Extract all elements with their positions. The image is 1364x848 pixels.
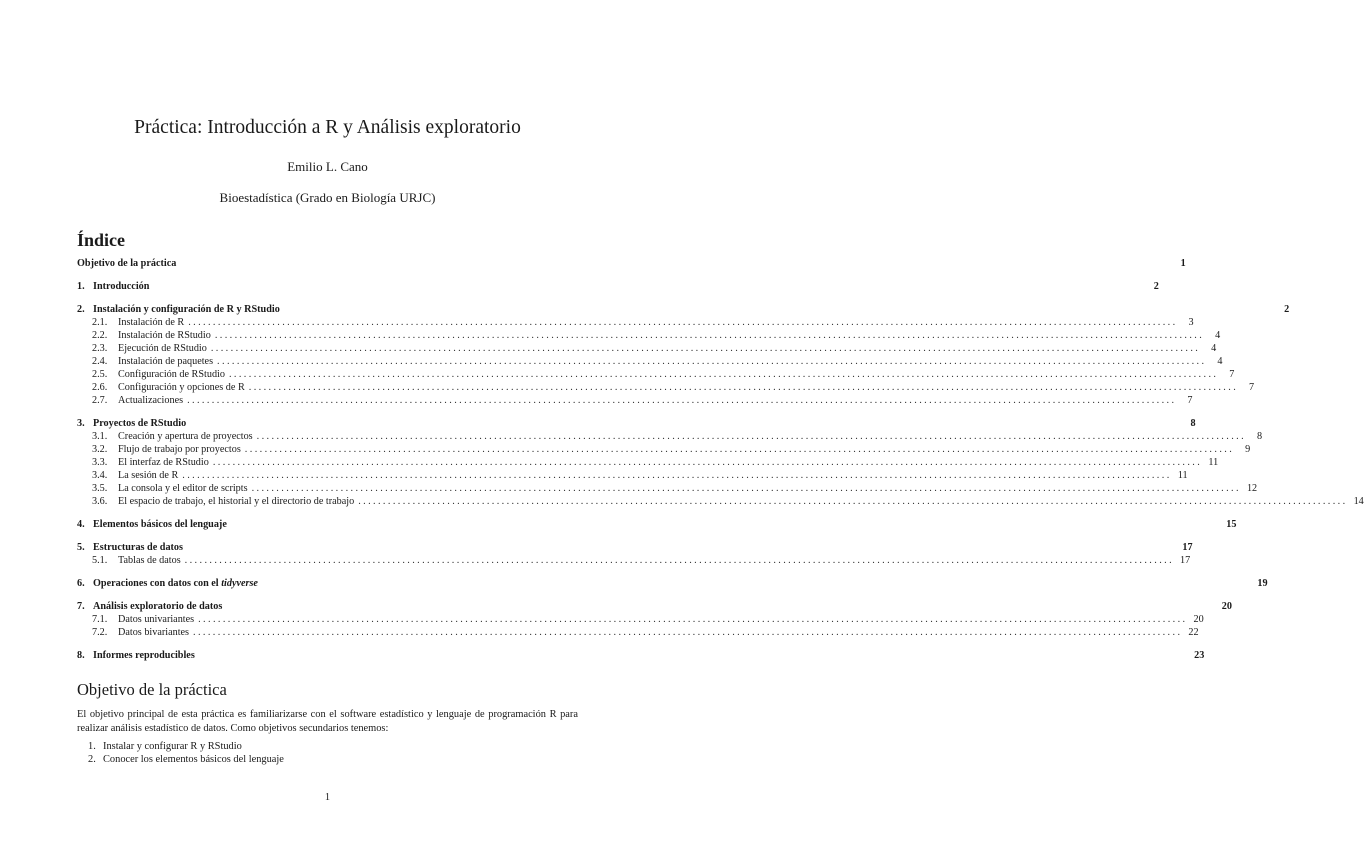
toc-entry-page: 4: [1215, 330, 1221, 341]
toc-dot-leader: [153, 280, 1142, 293]
toc-subsection-entry[interactable]: [77, 381, 1255, 394]
toc-entry-title-text: La sesión de R: [118, 470, 179, 481]
toc-entry-number: 3.2.: [92, 444, 108, 455]
toc-dot-leader: ........................................................................................................................................................................................................: [188, 317, 1178, 328]
toc-subsection-entry[interactable]: [77, 368, 1235, 381]
toc-entry-title-text: Informes reproducibles: [93, 650, 195, 661]
toc-entry-title-text: Estructuras de datos: [93, 542, 183, 553]
toc-entry-title: [93, 417, 186, 430]
toc-subsection-entry[interactable]: [77, 469, 1188, 482]
toc-entry-title: [118, 316, 184, 329]
toc-entry-title: [118, 394, 183, 407]
toc-entry-title-text: Instalación de R: [118, 317, 185, 328]
toc-dot-leader: ........................................................................................................................................................................................................: [248, 382, 1239, 393]
toc-entry-number: 3.3.: [92, 457, 108, 468]
section-heading: Objetivo de la práctica: [77, 680, 227, 699]
toc-entry-page: 15: [1226, 519, 1237, 530]
toc-gap: [77, 270, 578, 280]
toc-entry-title: [93, 600, 222, 613]
toc-entry-title-text: Configuración de RStudio: [118, 369, 225, 380]
toc-dot-leader: [199, 649, 1188, 662]
toc-entry-title-text: Operaciones con datos con el: [93, 578, 219, 589]
toc-dot-leader: ........................................................................................................................................................................................................: [228, 369, 1219, 380]
intro-paragraph: El objetivo principal de esta práctica es familiarizarse con el software estadístico y lenguaje de programación R para realizar análisis estadístico de datos. Como objetivos secundarios tenemos:: [77, 709, 578, 734]
document-title: Práctica: Introducción a R y Análisis exploratorio: [134, 117, 521, 138]
toc-subsection-entry[interactable]: [77, 554, 1191, 567]
toc-gap: [77, 590, 578, 600]
toc-entry-title: [118, 469, 178, 482]
toc-entry-title: [118, 329, 211, 342]
toc-entry-page: 2: [1284, 304, 1290, 315]
toc-dot-leader: ........................................................................................................................................................................................................: [244, 444, 1235, 455]
list-item-text: Conocer los elementos básicos del lenguaje: [103, 754, 284, 765]
toc-entry-title-italic: tidyverse: [221, 578, 258, 589]
toc-entry-page: 22: [1188, 627, 1199, 638]
toc-entry-title-text: El interfaz de RStudio: [118, 457, 209, 468]
toc-entry-page: 20: [1193, 614, 1204, 625]
toc-entry-title: [118, 495, 354, 508]
toc-subsection-entry[interactable]: [77, 495, 1364, 508]
toc-section-entry[interactable]: [77, 417, 1196, 430]
toc-dot-leader: ........................................................................................................................................................................................................: [256, 431, 1247, 442]
toc-entry-title: [118, 355, 213, 368]
toc-dot-leader: ........................................................................................................................................................................................................: [182, 470, 1172, 481]
toc-entry-number: 7.2.: [92, 627, 108, 638]
toc-entry-page: 19: [1257, 578, 1268, 589]
toc-section-entry[interactable]: [77, 518, 1237, 531]
toc-entry-page: 3: [1188, 317, 1194, 328]
toc-entry-page: 20: [1221, 601, 1232, 612]
toc-subsection-entry[interactable]: [77, 394, 1193, 407]
toc-entry-number: 5.1.: [92, 555, 108, 566]
toc-entry-number: 2.6.: [92, 382, 108, 393]
toc-entry-number: 2.2.: [92, 330, 108, 341]
toc-entry-title-text: Proyectos de RStudio: [93, 418, 187, 429]
list-item: [88, 740, 284, 753]
toc-entry-title-text: Datos bivariantes: [118, 627, 190, 638]
toc-entry-number: 2.4.: [92, 356, 108, 367]
toc-entry-title-text: Instalación y configuración de R y RStudio: [93, 304, 280, 315]
toc-dot-leader: [284, 303, 1273, 316]
toc-section-entry[interactable]: [77, 577, 1268, 590]
toc-subsection-entry[interactable]: [77, 456, 1219, 469]
toc-dot-leader: [190, 417, 1179, 430]
toc-entry-page: 9: [1245, 444, 1251, 455]
toc-entry-page: 7: [1187, 395, 1193, 406]
toc-gap: [77, 407, 578, 417]
toc-entry-number: 3.: [77, 418, 85, 429]
toc-entry-title-text: La consola y el editor de scripts: [118, 483, 248, 494]
toc-gap: [77, 639, 578, 649]
toc-gap: [77, 508, 578, 518]
toc-entry-page: 17: [1182, 542, 1193, 553]
list-item-number: 2.: [88, 754, 96, 765]
toc-entry-number: 2.7.: [92, 395, 108, 406]
toc-entry-title: [118, 342, 207, 355]
toc-entry-title: [118, 456, 209, 469]
toc-section-entry[interactable]: [77, 280, 1159, 293]
toc-entry-number: 4.: [77, 519, 85, 530]
list-item-number: 1.: [88, 741, 96, 752]
toc-dot-leader: ........................................................................................................................................................................................................: [358, 496, 1348, 507]
toc-entry-title: [118, 443, 241, 456]
table-of-contents: [77, 257, 1364, 662]
toc-entry-page: 1: [1180, 258, 1186, 269]
toc-dot-leader: [231, 518, 1220, 531]
author: Emilio L. Cano: [287, 159, 368, 174]
toc-entry-title: [93, 577, 258, 590]
toc-entry-number: 1.: [77, 281, 85, 292]
toc-entry-title-text: Actualizaciones: [118, 395, 184, 406]
toc-entry-title-text: Tablas de datos: [118, 555, 181, 566]
toc-entry-title-text: Flujo de trabajo por proyectos: [118, 444, 241, 455]
toc-entry-title-text: Objetivo de la práctica: [77, 258, 177, 269]
objectives-list: [88, 740, 284, 766]
toc-entry-page: 4: [1217, 356, 1223, 367]
toc-dot-leader: ........................................................................................................................................................................................................: [184, 555, 1175, 566]
toc-subsection-entry[interactable]: [77, 355, 1223, 368]
toc-entry-page: 8: [1256, 431, 1263, 442]
toc-entry-title-text: Configuración y opciones de R: [118, 382, 245, 393]
toc-entry-page: 2: [1153, 281, 1159, 292]
toc-subsection-entry[interactable]: [77, 626, 1199, 639]
toc-entry-title: [93, 649, 195, 662]
list-item-text: Instalar y configurar R y RStudio: [103, 741, 242, 752]
toc-entry-page: 7: [1229, 369, 1235, 380]
toc-section-entry[interactable]: [77, 600, 1232, 613]
toc-subsection-entry[interactable]: [77, 342, 1217, 355]
toc-entry-page: 23: [1194, 650, 1205, 661]
toc-subsection-entry[interactable]: [77, 613, 1204, 626]
toc-entry-number: 2.5.: [92, 369, 108, 380]
toc-entry-page: 8: [1190, 418, 1196, 429]
toc-entry-title: [93, 518, 227, 531]
toc-entry-page: 17: [1180, 555, 1191, 566]
toc-entry-title: [118, 482, 248, 495]
toc-dot-leader: ........................................................................................................................................................................................................: [193, 627, 1183, 638]
toc-subsection-entry[interactable]: [77, 329, 1221, 342]
toc-subsection-entry[interactable]: [77, 482, 1258, 495]
toc-entry-title-text: Análisis exploratorio de datos: [93, 601, 223, 612]
toc-entry-title: [93, 280, 149, 293]
toc-dot-leader: ........................................................................................................................................................................................................: [187, 395, 1177, 406]
toc-dot-leader: ........................................................................................................................................................................................................: [217, 356, 1207, 367]
toc-gap: [77, 293, 578, 303]
toc-entry-number: 7.1.: [92, 614, 108, 625]
toc-entry-title-text: Creación y apertura de proyectos: [118, 431, 253, 442]
toc-entry-title-text: Ejecución de RStudio: [118, 343, 207, 354]
toc-entry-number: 6.: [77, 578, 85, 589]
toc-entry-page: 4: [1211, 343, 1217, 354]
toc-entry-title: [118, 554, 181, 567]
toc-entry-number: 8.: [77, 650, 85, 661]
toc-dot-leader: ........................................................................................................................................................................................................: [214, 330, 1205, 341]
toc-entry-number: 3.1.: [92, 431, 108, 442]
toc-entry-title: [118, 430, 253, 443]
toc-dot-leader: [187, 541, 1176, 554]
toc-entry-number: 2.: [77, 304, 85, 315]
toc-subsection-entry[interactable]: [77, 443, 1251, 456]
toc-entry-number: 3.6.: [92, 496, 108, 507]
toc-entry-title: [118, 381, 245, 394]
toc-entry-title-text: Instalación de RStudio: [118, 330, 211, 341]
toc-dot-leader: [262, 577, 1251, 590]
toc-entry-title: [93, 541, 183, 554]
toc-entry-title: [118, 626, 189, 639]
toc-subsection-entry[interactable]: [77, 316, 1194, 329]
toc-section-entry[interactable]: [77, 649, 1205, 662]
list-item: [88, 753, 284, 766]
toc-subsection-entry[interactable]: [77, 430, 1263, 443]
toc-entry-number: 3.5.: [92, 483, 108, 494]
toc-dot-leader: ........................................................................................................................................................................................................: [212, 457, 1203, 468]
toc-dot-leader: ........................................................................................................................................................................................................: [210, 343, 1201, 354]
toc-entry-number: 2.3.: [92, 343, 108, 354]
toc-entry-page: 7: [1249, 382, 1255, 393]
affiliation: Bioestadística (Grado en Biología URJC): [219, 190, 436, 205]
toc-section-entry[interactable]: [77, 541, 1193, 554]
toc-gap: [77, 531, 578, 541]
toc-entry-title: [77, 257, 176, 270]
toc-entry-title-text: Introducción: [93, 281, 150, 292]
toc-entry-page: 11: [1208, 457, 1219, 468]
toc-dot-leader: [180, 257, 1169, 270]
toc-entry-title-text: Datos univariantes: [118, 614, 195, 625]
toc-entry-page: 12: [1246, 483, 1258, 494]
toc-entry-number: 3.4.: [92, 470, 108, 481]
toc-entry-number: 7.: [77, 601, 85, 612]
toc-dot-leader: ........................................................................................................................................................................................................: [251, 483, 1241, 494]
toc-section-entry[interactable]: [77, 257, 1186, 270]
toc-entry-title-text: El espacio de trabajo, el historial y el directorio de trabajo: [118, 496, 355, 507]
toc-entry-page: 11: [1177, 470, 1188, 481]
toc-section-entry[interactable]: [77, 303, 1290, 316]
toc-gap: [77, 567, 578, 577]
toc-entry-title: [93, 303, 280, 316]
page-number: 1: [324, 792, 331, 803]
toc-entry-number: 2.1.: [92, 317, 108, 328]
toc-entry-title: [118, 613, 194, 626]
toc-entry-number: 5.: [77, 542, 85, 553]
toc-heading: Índice: [77, 230, 126, 250]
toc-entry-page: 14: [1353, 496, 1364, 507]
toc-entry-title-text: Instalación de paquetes: [118, 356, 214, 367]
toc-entry-title-text: Elementos básicos del lenguaje: [93, 519, 227, 530]
toc-entry-title: [118, 368, 225, 381]
toc-dot-leader: [226, 600, 1215, 613]
toc-dot-leader: ........................................................................................................................................................................................................: [198, 614, 1188, 625]
